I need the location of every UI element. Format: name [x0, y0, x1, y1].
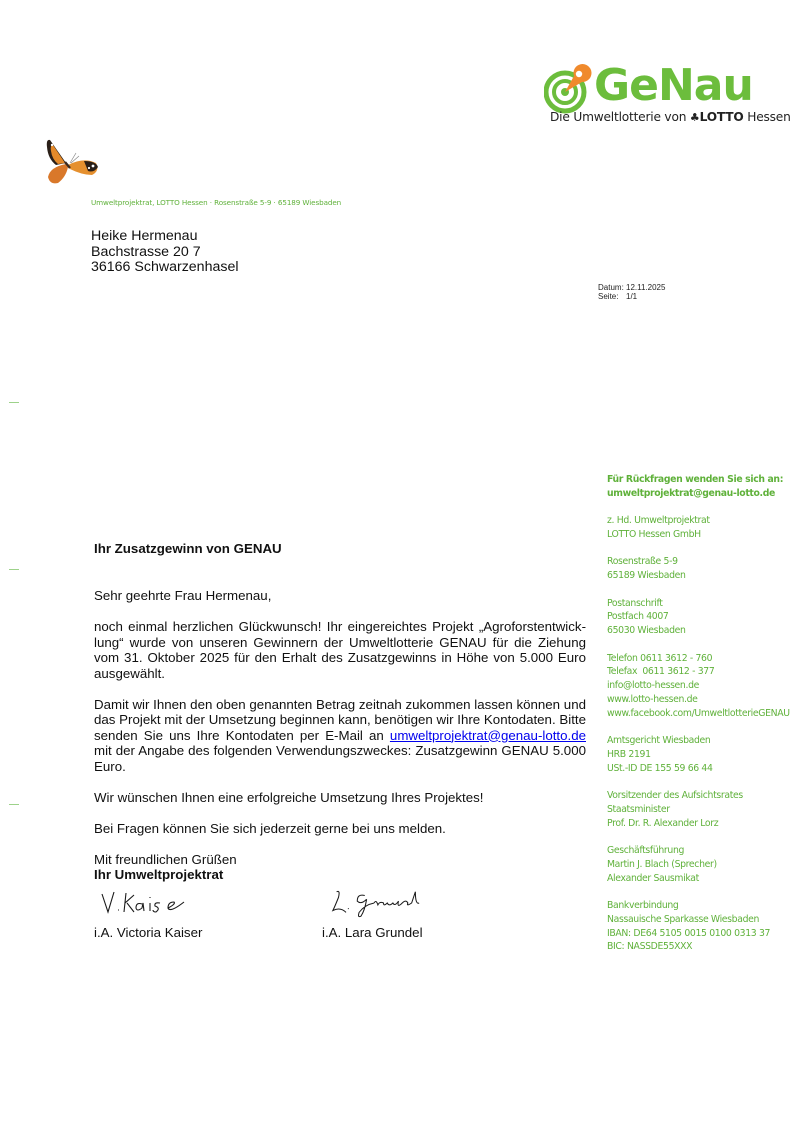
- bank-bic: BIC: NASSDE55XXX: [607, 941, 693, 953]
- sidebar-communication: [607, 652, 790, 721]
- logo-wordmark: GeNau: [594, 60, 753, 111]
- postal-line-3: 65030 Wiesbaden: [607, 625, 686, 637]
- court-line-3: USt.-ID DE 155 59 66 44: [607, 762, 713, 774]
- sender-return-address: Umweltprojektrat, LOTTO Hessen · Rosenstraße 5-9 · 65189 Wiesbaden: [91, 198, 342, 207]
- fold-mark-bottom: [9, 804, 19, 805]
- recipient-address: [91, 229, 239, 276]
- contact-heading: Für Rückfragen wenden Sie sich an:: [607, 474, 784, 485]
- sidebar-attention: [607, 514, 790, 542]
- sidebar-contact: [607, 473, 790, 501]
- recipient-name: Heike Hermenau: [91, 228, 198, 244]
- postal-line-1: Postanschrift: [607, 597, 663, 609]
- logo-subtitle-suffix: Hessen: [747, 110, 791, 124]
- date-value: 12.11.2025: [626, 283, 666, 292]
- signature-kaiser: [98, 888, 188, 918]
- sidebar-board: [607, 789, 790, 830]
- sidebar-postal: [607, 597, 790, 638]
- sidebar-management: [607, 844, 790, 885]
- paragraph-4: Bei Fragen können Sie sich jederzeit gerne bei uns melden.: [94, 820, 446, 836]
- signatory-2: i.A. Lara Grundel: [322, 925, 423, 940]
- logo-subtitle-lotto: LOTTO: [699, 110, 744, 124]
- bank-iban: IBAN: DE64 5105 0015 0100 0313 37: [607, 927, 771, 939]
- recipient-city: 36166 Schwarzenhasel: [91, 259, 239, 275]
- bank-line-1: Bankverbindung: [607, 900, 679, 912]
- paragraph-2-text-a: Damit wir Ihnen den oben genannten Betrag zeitnah zukommen lassen können und das Projekt mit der Umsetzung beginnen kann, benötigen wir Ihre Kontodaten. Bitte senden Sie uns Ihre Kontodaten per E-Mail an: [94, 696, 586, 743]
- mgmt-line-3: Alexander Sausmikat: [607, 872, 699, 884]
- paragraph-3: Wir wünschen Ihnen eine erfolgreiche Umsetzung Ihres Projektes!: [94, 789, 484, 805]
- page-label: Seite:: [598, 292, 619, 302]
- sidebar-contact-info: [607, 473, 790, 968]
- logo-subtitle-prefix: Die Umweltlotterie von: [550, 110, 687, 124]
- mgmt-line-1: Geschäftsführung: [607, 845, 685, 857]
- date-label: Datum:: [598, 283, 624, 292]
- facebook-link[interactable]: www.facebook.com/UmweltlotterieGENAU: [607, 707, 790, 719]
- mgmt-line-2: Martin J. Blach (Sprecher): [607, 858, 717, 870]
- sidebar-bank: [607, 899, 790, 954]
- paragraph-1: noch einmal herzlichen Glückwunsch! Ihr eingereichtes Projekt „Agroforstentwicklung“ wurde von unseren Gewinnern der Umweltlotterie GENAU für die Ziehung vom 31. Oktober 2025 für den Erhalt des Zusatzgewinns in Höhe von 5.000 Euro ausgewählt.: [94, 619, 586, 681]
- sidebar-address: [607, 555, 790, 583]
- address-line-2: 65189 Wiesbaden: [607, 570, 686, 582]
- info-email[interactable]: info@lotto-hessen.de: [607, 680, 699, 692]
- bank-line-2: Nassauische Sparkasse Wiesbaden: [607, 913, 760, 925]
- letter-meta: [598, 283, 665, 302]
- clover-icon: ♣: [689, 111, 700, 124]
- board-line-3: Prof. Dr. R. Alexander Lorz: [607, 817, 719, 829]
- letter-body: [94, 588, 586, 883]
- fold-mark-top: [9, 402, 19, 403]
- board-line-1: Vorsitzender des Aufsichtsrates: [607, 790, 743, 802]
- letter-subject: Ihr Zusatzgewinn von GENAU: [94, 541, 282, 556]
- genau-logo: [544, 60, 791, 130]
- target-pin-icon: [544, 64, 596, 114]
- contact-email[interactable]: umweltprojektrat@genau-lotto.de: [607, 487, 775, 499]
- court-line-2: HRB 2191: [607, 748, 651, 760]
- paragraph-2: [94, 697, 586, 775]
- email-link[interactable]: umweltprojektrat@genau-lotto.de: [389, 727, 586, 743]
- fax: Telefax 0611 3612 - 377: [607, 666, 715, 678]
- closing: [94, 852, 586, 883]
- court-line-1: Amtsgericht Wiesbaden: [607, 735, 711, 747]
- logo-subtitle: [550, 110, 791, 124]
- signature-grundel: [326, 888, 426, 918]
- closing-greeting: Mit freundlichen Grüßen: [94, 851, 237, 867]
- page-value: 1/1: [626, 292, 638, 302]
- phone: Telefon 0611 3612 - 760: [607, 652, 713, 664]
- attn-line-1: z. Hd. Umweltprojektrat: [607, 515, 710, 527]
- board-line-2: Staatsminister: [607, 803, 670, 815]
- closing-org: Ihr Umweltprojektrat: [94, 867, 224, 882]
- attn-line-2: LOTTO Hessen GmbH: [607, 528, 701, 540]
- postal-line-2: Postfach 4007: [607, 611, 669, 623]
- recipient-street: Bachstrasse 20 7: [91, 243, 201, 260]
- signatory-1: i.A. Victoria Kaiser: [94, 925, 203, 940]
- butterfly-icon: [44, 137, 102, 187]
- paragraph-2-text-b: mit der Angabe des folgenden Verwendungszweckes: Zusatzgewinn GENAU 5.000 Euro.: [94, 743, 586, 774]
- address-line-1: Rosenstraße 5-9: [607, 556, 678, 568]
- salutation: Sehr geehrte Frau Hermenau,: [94, 588, 272, 603]
- website[interactable]: www.lotto-hessen.de: [607, 693, 698, 705]
- punch-mark: [9, 569, 19, 570]
- sidebar-court: [607, 734, 790, 775]
